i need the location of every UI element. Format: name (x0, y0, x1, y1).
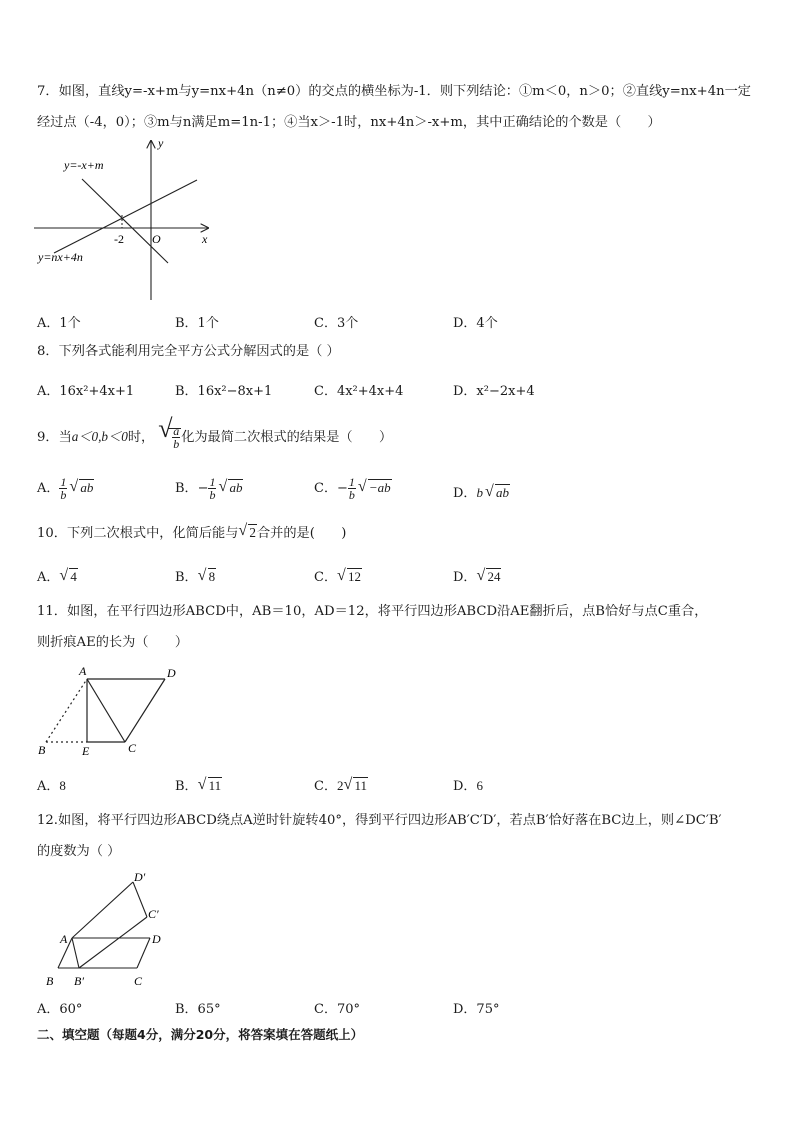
q9-condition: a＜0,b＜0 (71, 429, 128, 444)
q7-option-b[interactable]: B．1个 (175, 316, 219, 331)
q12-stem-line1: 12.如图，将平行四边形ABCD绕点A逆时针旋转40°，得到平行四边形AB′C′D′，若点B′恰好落在BC边上，则∠DC′B′ (37, 813, 722, 828)
q7-stem-line1: 7．如图，直线y=-x+m与y=nx+4n（n≠0）的交点的横坐标为-1．则下列结论：①m＜0，n＞0；②直线y=nx+4n一定 (37, 84, 751, 99)
point-c-prime-label: C′ (148, 907, 159, 921)
point-d-prime-label: D′ (134, 870, 146, 884)
q11-option-c[interactable]: C．2 √ 11 (314, 776, 367, 794)
q9-option-b[interactable]: B．− $\frac{1}{b}$ √ ab (175, 475, 243, 502)
q12-option-b[interactable]: B．65° (175, 1002, 221, 1017)
q9-stem (37, 414, 393, 455)
line-y-nx-plus-4n (54, 180, 197, 253)
q10-option-c[interactable]: C． √ 12 (314, 567, 361, 585)
q9-expression: √ $\frac{a}{b}$ (158, 414, 180, 452)
q9-option-c[interactable]: C．− $\frac{1}{b}$ √ −ab (314, 475, 391, 502)
q8-stem: 8．下列各式能利用完全平方公式分解因式的是（ ） (37, 344, 340, 359)
q10-stem: 10．下列二次根式中，化简后能与 √ 2合并的是( ) (37, 522, 347, 541)
q9-mid: 时， (127, 430, 155, 445)
line1-label: y=-x+m (64, 158, 104, 172)
x-axis-label: x (202, 232, 208, 246)
point-b-prime-label: B′ (74, 974, 84, 988)
y-axis-label: y (158, 136, 164, 150)
q12-option-c[interactable]: C．70° (314, 1002, 360, 1017)
q12-stem-line2: 的度数为（ ） (37, 844, 121, 859)
origin-label: O (152, 232, 161, 246)
q11-option-b[interactable]: B． √ 11 (175, 776, 222, 794)
point-e-label: E (82, 744, 90, 758)
q10-option-a[interactable]: A． √ 4 (37, 567, 77, 585)
q12-figure (38, 865, 178, 993)
q7-figure (30, 135, 215, 305)
q7-stem-line2: 经过点（-4，0）；③m与n满足m=1n-1；④当x＞-1时，nx+4n＞-x+m，其中正确结论的个数是（ ） (37, 115, 661, 130)
q10-option-d[interactable]: D． √ 24 (453, 567, 501, 585)
q8-option-a[interactable]: A．16x²+4x+1 (37, 384, 135, 399)
q11-stem-line1: 11．如图，在平行四边形ABCD中，AB＝10，AD＝12，将平行四边形ABCD沿AE翻折后，点B恰好与点C重合， (37, 604, 708, 619)
point-c-label: C (128, 741, 137, 755)
q7-option-c[interactable]: C．3个 (314, 316, 359, 331)
q11-option-d[interactable]: D．6 (453, 778, 483, 794)
q7-option-a[interactable]: A．1个 (37, 316, 81, 331)
q11-stem-line2: 则折痕AE的长为（ ） (37, 635, 189, 650)
q11-option-a[interactable]: A．8 (37, 778, 66, 794)
q8-option-d[interactable]: D．x²−2x+4 (453, 384, 535, 399)
point-c-label: C (134, 974, 143, 988)
q10-option-b[interactable]: B． √ 8 (175, 567, 216, 585)
section-2-heading: 二、填空题（每题4分，满分20分，将答案填在答题纸上） (37, 1027, 364, 1042)
point-a-label: A (79, 664, 87, 678)
point-b-label: B (38, 743, 46, 757)
q11-figure (30, 660, 190, 760)
tick-label: -2 (114, 232, 124, 246)
line2-label: y=nx+4n (38, 250, 83, 264)
q12-option-a[interactable]: A．60° (37, 1002, 83, 1017)
q9-option-d[interactable]: D．b √ ab (453, 483, 509, 501)
q9-option-a[interactable]: A． $\frac{1}{b}$ √ ab (37, 475, 94, 502)
point-a-label: A (60, 932, 68, 946)
point-d-label: D (152, 932, 161, 946)
q12-option-d[interactable]: D．75° (453, 1002, 500, 1017)
point-b-label: B (46, 974, 54, 988)
q9-prefix: 9．当 (37, 430, 72, 445)
line-y-neg-x-plus-m (82, 179, 168, 263)
q8-option-b[interactable]: B．16x²−8x+1 (175, 384, 273, 399)
point-d-label: D (167, 666, 176, 680)
q7-option-d[interactable]: D．4个 (453, 316, 498, 331)
q8-option-c[interactable]: C．4x²+4x+4 (314, 384, 404, 399)
q9-suffix: 化为最简二次根式的结果是（ ） (181, 430, 393, 445)
